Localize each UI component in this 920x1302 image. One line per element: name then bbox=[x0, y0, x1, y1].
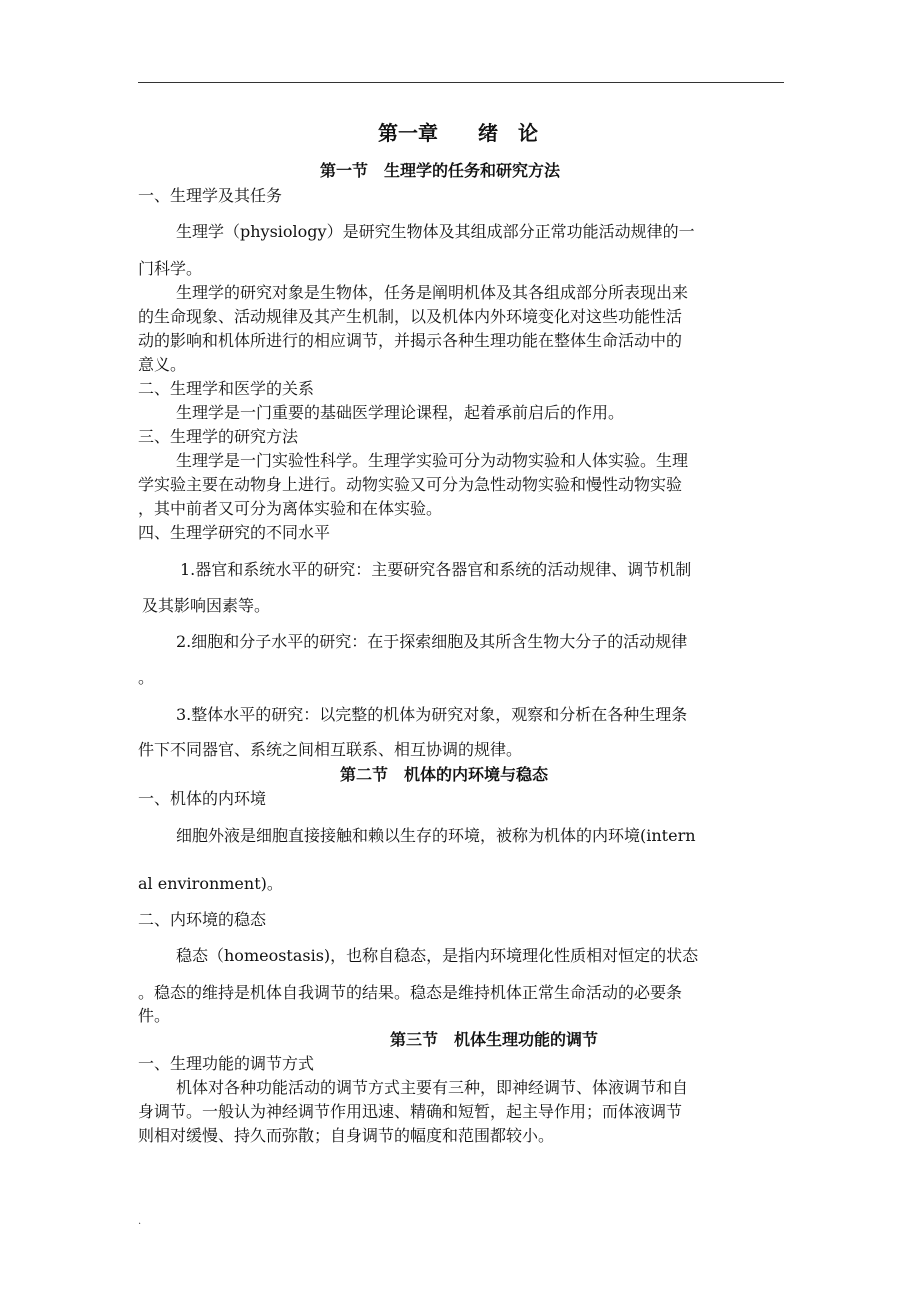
s1-heading-3: 三、生理学的研究方法 bbox=[138, 427, 299, 446]
s1-list-3-line-1: 3.整体水平的研究：以完整的机体为研究对象，观察和分析在各种生理条 bbox=[176, 705, 688, 724]
s3-heading-1: 一、生理功能的调节方式 bbox=[138, 1054, 315, 1073]
s3-p1-line-3: 则相对缓慢、持久而弥散；自身调节的幅度和范围都较小。 bbox=[138, 1126, 555, 1145]
s1-list-2-line-2: 。 bbox=[138, 668, 155, 687]
s2-p2-line-2: 。稳态的维持是机体自我调节的结果。稳态是维持机体正常生命活动的必要条 bbox=[138, 983, 683, 1002]
footer-mark: . bbox=[138, 1216, 142, 1227]
s1-p4-line-2: 学实验主要在动物身上进行。动物实验又可分为急性动物实验和慢性动物实验 bbox=[138, 475, 683, 494]
s1-p2-line-2: 的生命现象、活动规律及其产生机制，以及机体内外环境变化对这些功能性活 bbox=[138, 307, 683, 326]
s1-p1-line-1: 生理学（physiology）是研究生物体及其组成部分正常功能活动规律的一 bbox=[176, 222, 695, 241]
s2-heading-1: 一、机体的内环境 bbox=[138, 789, 267, 808]
section2-title: 第二节 机体的内环境与稳态 bbox=[340, 765, 549, 784]
s1-p2-line-1: 生理学的研究对象是生物体，任务是阐明机体及其各组成部分所表现出来 bbox=[176, 283, 689, 302]
s1-heading-2: 二、生理学和医学的关系 bbox=[138, 379, 315, 398]
s2-p1-line-1: 细胞外液是细胞直接接触和赖以生存的环境，被称为机体的内环境(intern bbox=[176, 826, 696, 845]
s1-p1-line-2: 门科学。 bbox=[138, 259, 203, 278]
s3-p1-line-1: 机体对各种功能活动的调节方式主要有三种，即神经调节、体液调节和自 bbox=[176, 1078, 689, 1097]
header-rule bbox=[138, 82, 784, 83]
s1-list-1-line-2: 及其影响因素等。 bbox=[142, 596, 271, 615]
s2-p1-line-2: al environment)。 bbox=[138, 874, 283, 893]
s1-heading-4: 四、生理学研究的不同水平 bbox=[138, 523, 331, 542]
s1-p4-line-3: ，其中前者又可分为离体实验和在体实验。 bbox=[138, 499, 443, 518]
s3-p1-line-2: 身调节。一般认为神经调节作用迅速、精确和短暂，起主导作用；而体液调节 bbox=[138, 1102, 683, 1121]
s1-list-3-line-2: 件下不同器官、系统之间相互联系、相互协调的规律。 bbox=[138, 740, 523, 759]
s1-list-1-line-1: 1.器官和系统水平的研究：主要研究各器官和系统的活动规律、调节机制 bbox=[180, 560, 692, 579]
s2-heading-2: 二、内环境的稳态 bbox=[138, 910, 267, 929]
s1-heading-1: 一、生理学及其任务 bbox=[138, 186, 283, 205]
s1-list-2-line-1: 2.细胞和分子水平的研究：在于探索细胞及其所含生物大分子的活动规律 bbox=[176, 632, 688, 651]
s1-p2-line-4: 意义。 bbox=[138, 355, 187, 374]
section3-title: 第三节 机体生理功能的调节 bbox=[390, 1030, 599, 1049]
s1-p2-line-3: 动的影响和机体所进行的相应调节，并揭示各种生理功能在整体生命活动中的 bbox=[138, 331, 683, 350]
s2-p2-line-1: 稳态（homeostasis)，也称自稳态，是指内环境理化性质相对恒定的状态 bbox=[176, 946, 699, 965]
s1-p3: 生理学是一门重要的基础医学理论课程，起着承前启后的作用。 bbox=[176, 403, 625, 422]
chapter-title: 第一章 绪 论 bbox=[378, 121, 538, 145]
section1-title: 第一节 生理学的任务和研究方法 bbox=[320, 161, 561, 180]
s2-p2-line-3: 件。 bbox=[138, 1006, 171, 1025]
s1-p4-line-1: 生理学是一门实验性科学。生理学实验可分为动物实验和人体实验。生理 bbox=[176, 451, 689, 470]
